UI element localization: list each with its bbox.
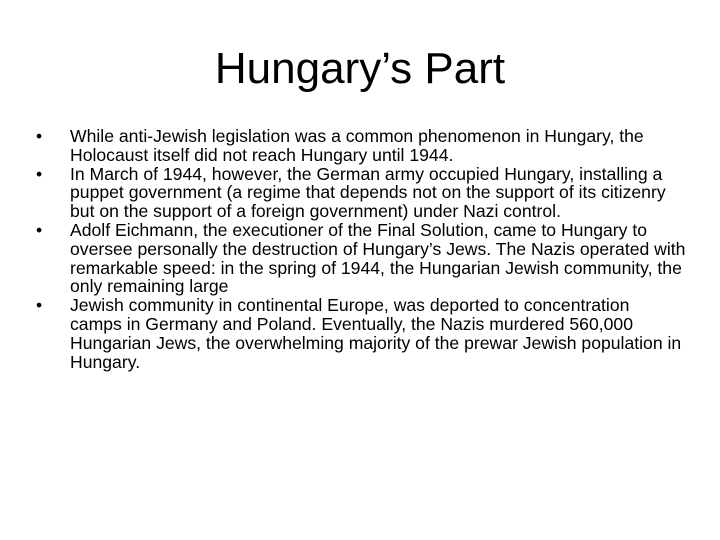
bullet-icon: •: [36, 163, 43, 184]
bullet-icon: •: [36, 219, 43, 240]
bullet-icon: •: [36, 126, 43, 146]
bullet-icon: •: [36, 295, 43, 316]
bullet-item: [36, 165, 686, 221]
bullet-item: [36, 296, 686, 371]
slide-title: Hungary’s Part: [214, 44, 506, 93]
bullet-item: [36, 221, 686, 296]
bullet-text: In March of 1944, however, the German army occupied Hungary, installing a puppet government (a regime that depends not on the support of its citizenry but on the support of a foreign government) under Nazi control.: [70, 163, 666, 222]
bullet-list: [36, 127, 686, 371]
bullet-text: Jewish community in continental Europe, was deported to concentration camps in Germany and Poland. Eventually, the Nazis murdered 560,000 Hungarian Jews, the overwhelming majority of the prewar Jewish population in Hungary.: [70, 295, 682, 372]
bullet-item: [36, 127, 686, 165]
bullet-text: Adolf Eichmann, the executioner of the Final Solution, came to Hungary to oversee personally the destruction of Hungary’s Jews. The Nazis operated with remarkable speed: in the spring of 1944, the Hungarian Jewish community, the only remaining large: [70, 219, 686, 297]
bullet-text: While anti-Jewish legislation was a common phenomenon in Hungary, the Holocaust itself did not reach Hungary until 1944.: [70, 126, 644, 165]
